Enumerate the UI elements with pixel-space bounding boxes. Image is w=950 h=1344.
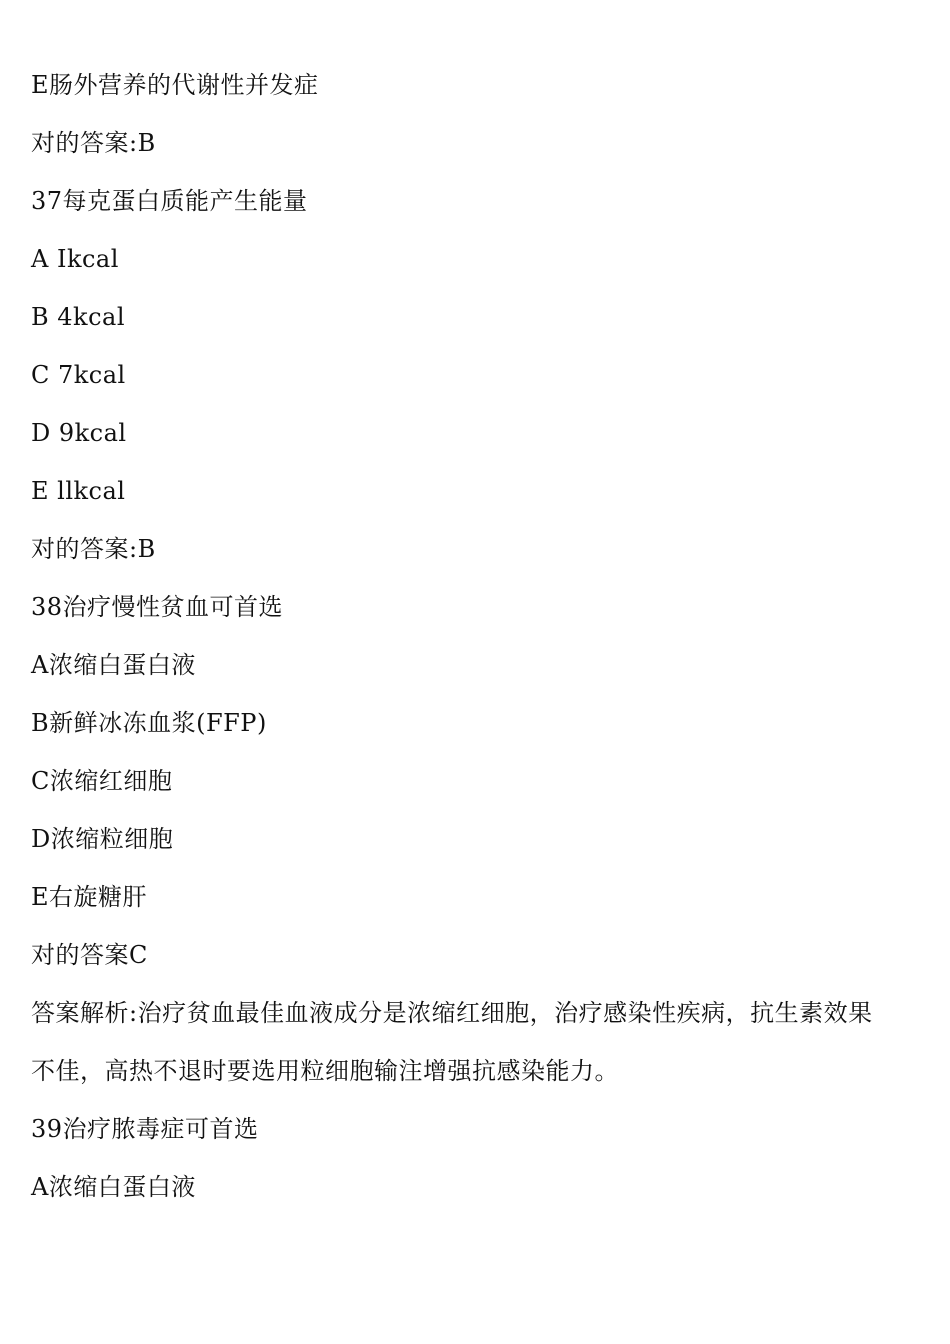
answer-explanation-q38 — [31, 984, 901, 1100]
explanation-line-2: 不佳，高热不退时要选用粒细胞输注增强抗感染能力。 — [31, 1057, 619, 1085]
answer-q36: 对的答案:B — [31, 129, 156, 157]
option-c-q38: C浓缩红细胞 — [31, 767, 173, 795]
question-37: 37每克蛋白质能产生能量 — [31, 187, 308, 215]
answer-q38: 对的答案C — [31, 941, 148, 969]
option-c-q37: C 7kcal — [31, 361, 126, 389]
option-d-q38: D浓缩粒细胞 — [31, 825, 174, 853]
option-b-q38: B新鲜冰冻血浆(FFP) — [31, 709, 267, 737]
document-page — [31, 56, 901, 1216]
explanation-line-1: 答案解析:治疗贫血最佳血液成分是浓缩红细胞，治疗感染性疾病，抗生素效果 — [31, 999, 873, 1027]
option-e-q38: E右旋糖肝 — [31, 883, 148, 911]
option-a-q37: A Ikcal — [31, 245, 119, 273]
answer-q37: 对的答案:B — [31, 535, 156, 563]
question-39: 39治疗脓毒症可首选 — [31, 1115, 259, 1143]
option-b-q37: B 4kcal — [31, 303, 126, 331]
option-e-q36: E肠外营养的代谢性并发症 — [31, 71, 319, 99]
option-a-q39: A浓缩白蛋白液 — [31, 1173, 196, 1201]
option-d-q37: D 9kcal — [31, 419, 127, 447]
option-e-q37: E llkcal — [31, 477, 126, 505]
question-38: 38治疗慢性贫血可首选 — [31, 593, 284, 621]
option-a-q38: A浓缩白蛋白液 — [31, 651, 196, 679]
